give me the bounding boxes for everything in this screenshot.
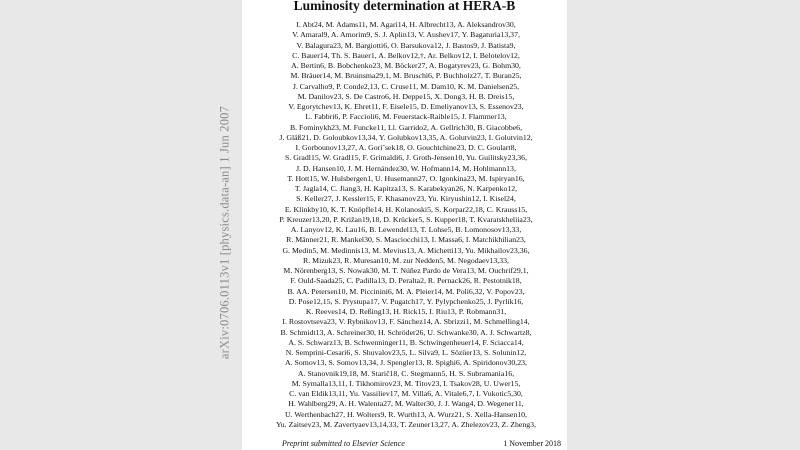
author-line: G. Medin5, M. Medinnis13, M. Mevius13, A. Michetti13, Yu. Mikhailov23,36, xyxy=(282,245,530,255)
preprint-date: 1 November 2018 xyxy=(503,439,561,448)
author-line: B. Schmidt13, A. Schreiner30, H. Schröder26, U. Schwanke30, A. J. Schwartz8, xyxy=(280,327,532,337)
author-line: S. Gradl15, W. Gradl15, F. Grimaldi6, J. Groth-Jensen10, Yu. Guilitsky23,36, xyxy=(284,153,528,163)
author-line: B. Fominykh23, M. Funcke11, Ll. Garrido2, A. Gellrich30, B. Giacobbe6, xyxy=(289,122,523,132)
author-line: D. Pose12,15, S. Prystupa17, V. Pugatch17, Y. Pylypchenko25, J. Pyrlik16, xyxy=(288,296,524,306)
author-line: T. Hott15, W. Hulsbergen1, U. Husemann27, O. Igonkina23, M. Ispiryan16, xyxy=(287,173,525,183)
author-line: M. Symalla13,11, I. Tikhomirov23, M. Titov23, I. Tsakov28, U. Uwer15, xyxy=(291,378,521,388)
author-line: V. Egorytchev13, K. Ehret11, F. Eisele15, D. Emeliyanov13, S. Essenov23, xyxy=(288,102,524,111)
author-line: I. Abt24, M. Adams11, M. Agari14, H. Albrecht13, A. Aleksandrov30, xyxy=(296,20,516,29)
author-line: A. Bertin6, B. Bobchenko23, M. Böcker27, A. Bogatyrev23, G. Bohm30, xyxy=(291,61,521,70)
author-line: S. Keller27, J. Kessler15, F. Khasanov23, Yu. Kiryushin12, I. Kisel24, xyxy=(296,194,516,204)
author-line: R. Männer21, R. Mankel30, S. Masciocchi13, I. Massa6, I. Matchikhilian23, xyxy=(286,235,526,245)
author-line: L. Fabbri6, P. Faccioli6, M. Feuerstack-Raible15, J. Flammer13, xyxy=(305,112,507,122)
author-line: F. Ould-Saada25, C. Padilla13, D. Peralta2, R. Pernack26, R. Pestotnik18, xyxy=(290,276,522,286)
author-line: C. van Eldik13,11, Yu. Vassiliev17, M. Villa6, A. Vitale6,7, I. Vukotic5,30, xyxy=(289,389,523,398)
author-line: J. Gläß21, D. Goloubkov13,34, Y. Golubkov13,35, A. Golutvin23, I. Golutvin12, xyxy=(279,132,533,142)
author-line: K. Reeves14, D. Reßing13, H. Rick15, I. Riu13, P. Robmann31, xyxy=(305,307,507,316)
author-line: C. Bauer14, Th. S. Bauer1, A. Belkov12,†, Ar. Belkov12, I. Belotelov12, xyxy=(292,50,520,60)
preprint-note: Preprint submitted to Elsevier Science xyxy=(282,439,405,448)
author-line: R. Mizuk23, R. Muresan10, M. zur Nedden5, M. Negodaev13,33, xyxy=(303,255,509,265)
author-line: M. Nörenberg13, S. Nowak30, M. T. Núñez Pardo de Vera13, M. Ouchrif29,1, xyxy=(283,266,529,275)
author-line: V. Balagura23, M. Bargiotti6, O. Barsukova12, J. Bastos9, J. Batista9, xyxy=(296,40,516,50)
author-line: A. Stanovnik19,18, M. Starič18, C. Stegmann5, H. S. Subramania16, xyxy=(297,368,515,378)
arxiv-identifier-stamp: arXiv:0706.0113v1 [physics.data-an] 1 Jun 2007 xyxy=(217,105,232,360)
author-line: I. Gorbounov13,27, A. Goriˇsek18, O. Gouchtchine23, D. C. Goulart8, xyxy=(295,143,517,152)
author-line: M. Bräuer14, M. Bruinsma29,1, M. Bruschi6, P. Buchholz27, T. Buran25, xyxy=(290,71,522,81)
author-line: I. Rostovtseva23, V. Rybnikov13, F. Sánchez14, A. Sbrizzi1, M. Schmelling14, xyxy=(282,317,530,327)
author-line: V. Amaral9, A. Amorim9, S. J. Aplin13, V. Aushev17, Y. Bagaturia13,37, xyxy=(292,30,520,40)
author-line: A. Somov13, S. Somov13,34, J. Spengler13, R. Spighi6, A. Spiridonov30,23, xyxy=(285,358,527,368)
author-list xyxy=(248,20,564,430)
author-line: T. Jagla14, C. Jiang3, H. Kapitza13, S. Karabekyan26, N. Karpenko12, xyxy=(294,184,518,193)
paper-title: Luminosity determination at HERA-B xyxy=(293,0,516,13)
author-line: N. Semprini-Cesari6, S. Shuvalov23,5, L. Silva9, L. Sözüer13, S. Solunin12, xyxy=(285,348,527,357)
author-line: H. Wahlberg29, A. H. Walenta27, M. Walter30, J. J. Wang4, D. Wegener11, xyxy=(288,399,524,409)
paper-page xyxy=(242,0,567,450)
author-line: A. S. Schwarz13, B. Schwenninger11, B. Schwingenheuer14, F. Sciacca14, xyxy=(288,337,524,347)
author-line: B. AA. Petersen10, M. Piccinini6, M. A. Pleier14, M. Poli6,32, V. Popov23, xyxy=(287,286,525,296)
author-line: Yu. Zaitsev23, M. Zavertyaev13,14,33, T. Zeuner13,27, A. Zhelezov23, Z. Zheng3, xyxy=(276,419,536,429)
author-line: J. D. Hansen10, J. M. Hernández30, W. Hofmann14, M. Hohlmann13, xyxy=(296,163,516,173)
author-line: E. Klinkby10, K. T. Knöpfle14, H. Kolanoski5, S. Korpar22,18, C. Krauss15, xyxy=(284,204,528,214)
author-line: P. Kreuzer13,20, P. Križan19,18, D. Krücker5, S. Kupper18, T. Kvaratskheliia23, xyxy=(279,214,533,224)
author-line: A. Lanyov12, K. Lau16, B. Lewendel13, T. Lohse5, B. Lomonosov13,33, xyxy=(290,225,522,234)
author-line: M. Danilov23, S. De Castro6, H. Deppe15, X. Dong3, H. B. Dreis15, xyxy=(297,91,515,101)
author-line: U. Werthenbach27, H. Wolters9, R. Wurth13, A. Wurz21, S. Xella-Hansen10, xyxy=(284,409,528,419)
author-line: J. Carvalho9, P. Conde2,13, C. Cruse11, M. Dam10, K. M. Danielsen25, xyxy=(292,81,520,91)
